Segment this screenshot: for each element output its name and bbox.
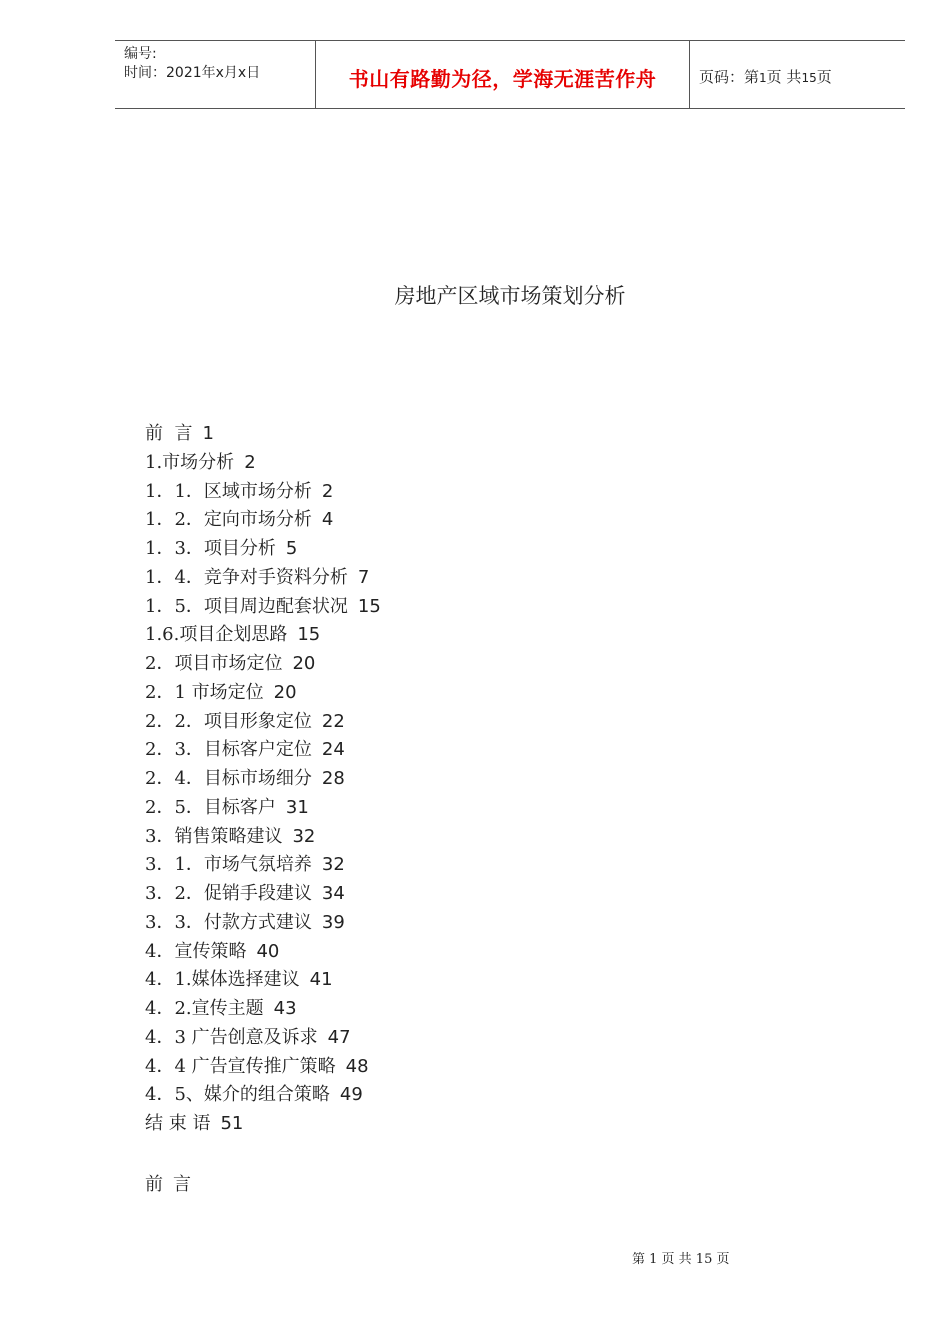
toc-entry bbox=[145, 449, 381, 478]
toc-entry-label: 4．1.媒体选择建议 bbox=[145, 969, 300, 991]
toc-entry bbox=[145, 535, 381, 564]
toc-entry-label: 2．2．项目形象定位 bbox=[145, 710, 312, 732]
toc-entry-page: 1 bbox=[202, 423, 214, 444]
toc-entry-label: 1.6.项目企划思路 bbox=[145, 624, 288, 646]
toc-entry bbox=[145, 765, 381, 794]
toc-entry-page: 20 bbox=[273, 681, 297, 703]
toc-entry bbox=[145, 794, 381, 823]
header-motto-cell bbox=[315, 41, 690, 108]
toc-entry-page: 34 bbox=[321, 883, 345, 904]
toc-entry-page: 2 bbox=[244, 451, 256, 473]
toc-entry-page: 15 bbox=[297, 624, 321, 646]
toc-entry-page: 51 bbox=[220, 1113, 244, 1134]
toc-entry bbox=[145, 564, 381, 593]
toc-entry bbox=[145, 650, 381, 679]
toc-entry-page: 41 bbox=[309, 969, 333, 991]
page-code-current: 1 bbox=[759, 71, 767, 85]
toc-entry bbox=[145, 420, 381, 449]
toc-entry-label: 4．4 广告宣传推广策略 bbox=[145, 1055, 336, 1077]
toc-entry bbox=[145, 938, 381, 967]
toc-entry-page: 5 bbox=[285, 538, 298, 559]
toc-entry-page: 4 bbox=[321, 509, 334, 531]
toc-entry bbox=[145, 1110, 381, 1139]
toc-entry-page: 20 bbox=[292, 653, 316, 674]
header-page-cell bbox=[689, 41, 905, 108]
toc-entry-label: 结 束 语 bbox=[145, 1113, 211, 1134]
toc-entry bbox=[145, 679, 381, 708]
toc-entry-label: 4．3 广告创意及诉求 bbox=[145, 1026, 318, 1048]
toc-entry bbox=[145, 1053, 381, 1082]
header-motto: 书山有路勤为径，学海无涯苦作舟 bbox=[348, 67, 657, 91]
toc-entry-label: 4．2.宣传主题 bbox=[145, 998, 264, 1019]
toc-entry-page: 2 bbox=[321, 480, 334, 502]
toc-entry-page: 32 bbox=[292, 825, 316, 847]
toc-entry bbox=[145, 880, 381, 909]
page-code-total: 15 bbox=[801, 71, 817, 85]
header-meta-cell bbox=[115, 41, 315, 108]
toc-entry-label: 1．4．竞争对手资料分析 bbox=[145, 566, 348, 588]
toc-entry-page: 47 bbox=[327, 1026, 351, 1048]
toc-entry-label: 3．2．促销手段建议 bbox=[145, 883, 312, 904]
toc-entry-page: 24 bbox=[321, 739, 345, 761]
toc-entry bbox=[145, 909, 381, 938]
table-of-contents bbox=[145, 420, 381, 1139]
toc-entry bbox=[145, 823, 381, 852]
preface-heading: 前言 bbox=[145, 1174, 201, 1195]
toc-entry-page: 22 bbox=[321, 710, 345, 732]
toc-entry-page: 15 bbox=[357, 595, 381, 617]
header-page-code bbox=[699, 66, 832, 87]
document-title: 房地产区域市场策划分析 bbox=[394, 284, 626, 308]
document-number-label: 编号: bbox=[124, 46, 157, 62]
toc-entry bbox=[145, 851, 381, 880]
toc-entry-page: 31 bbox=[285, 796, 309, 818]
toc-entry-label: 2．5．目标客户 bbox=[145, 796, 276, 818]
toc-entry bbox=[145, 708, 381, 737]
toc-entry-page: 28 bbox=[321, 768, 345, 789]
toc-entry-label: 1．1．区域市场分析 bbox=[145, 480, 312, 502]
toc-entry bbox=[145, 593, 381, 622]
toc-entry-page: 49 bbox=[339, 1084, 363, 1106]
document-header bbox=[115, 40, 905, 109]
toc-entry-label: 3．3．付款方式建议 bbox=[145, 911, 312, 933]
toc-entry-page: 43 bbox=[273, 998, 297, 1019]
toc-entry bbox=[145, 621, 381, 650]
toc-entry-page: 40 bbox=[256, 940, 280, 962]
toc-entry-label: 2．3．目标客户定位 bbox=[145, 739, 312, 761]
toc-entry-page: 7 bbox=[357, 566, 370, 588]
toc-entry-label: 4．5、媒介的组合策略 bbox=[145, 1084, 330, 1106]
toc-entry bbox=[145, 506, 381, 535]
toc-entry-label: 1．2．定向市场分析 bbox=[145, 509, 312, 531]
toc-entry-label: 2．1 市场定位 bbox=[145, 681, 264, 703]
toc-entry bbox=[145, 1024, 381, 1053]
page-code-middle: 页 共 bbox=[766, 68, 802, 86]
toc-entry-label: 2．项目市场定位 bbox=[145, 653, 283, 674]
page-code-prefix: 页码：第 bbox=[699, 68, 760, 86]
toc-entry bbox=[145, 478, 381, 507]
toc-entry-label: 3．1．市场气氛培养 bbox=[145, 854, 312, 876]
document-time-label: 时间：2021年x月x日 bbox=[124, 65, 261, 81]
toc-entry-page: 48 bbox=[345, 1055, 369, 1077]
toc-entry-label: 1.市场分析 bbox=[145, 451, 235, 473]
toc-entry-page: 39 bbox=[321, 911, 345, 933]
toc-entry-label: 4．宣传策略 bbox=[145, 940, 247, 962]
toc-entry bbox=[145, 995, 381, 1024]
toc-entry-label: 前 言 bbox=[145, 423, 193, 444]
toc-entry-label: 3．销售策略建议 bbox=[145, 825, 283, 847]
toc-entry-label: 2．4．目标市场细分 bbox=[145, 768, 312, 789]
page-footer: 第 1 页 共 15 页 bbox=[632, 1252, 730, 1267]
toc-entry-label: 1．5．项目周边配套状况 bbox=[145, 595, 348, 617]
toc-entry-page: 32 bbox=[321, 854, 345, 876]
toc-entry bbox=[145, 966, 381, 995]
toc-entry bbox=[145, 1081, 381, 1110]
toc-entry-label: 1．3．项目分析 bbox=[145, 538, 276, 559]
page-code-suffix: 页 bbox=[816, 68, 832, 86]
toc-entry bbox=[145, 736, 381, 765]
